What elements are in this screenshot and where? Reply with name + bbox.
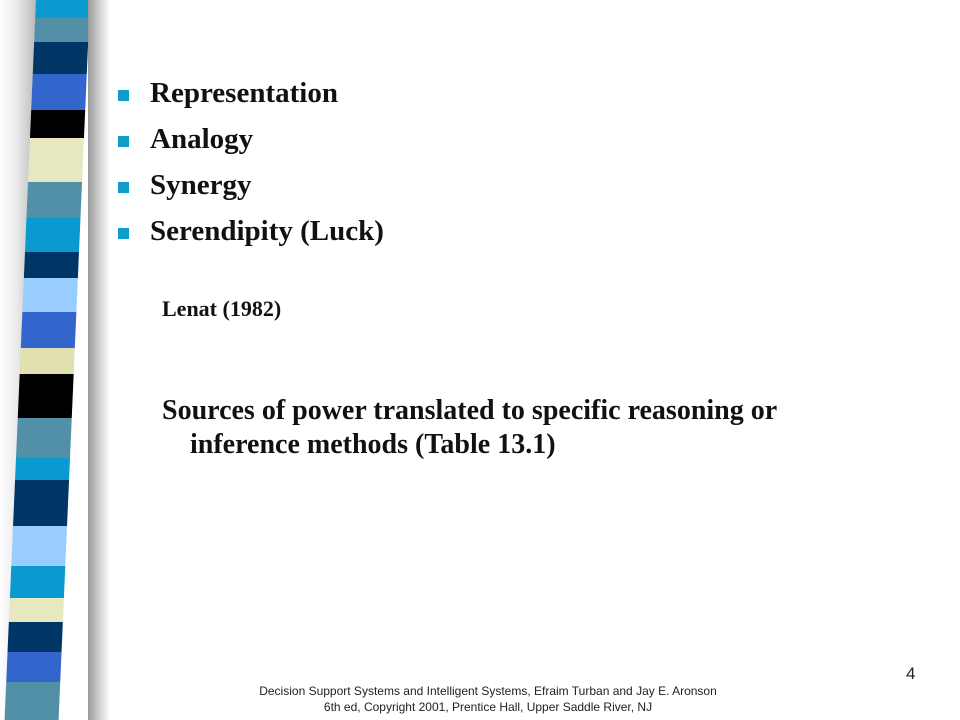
strip-block — [21, 312, 77, 348]
footer — [200, 684, 776, 715]
strip-block — [24, 252, 79, 278]
list-item — [118, 70, 384, 116]
square-bullet-icon — [118, 182, 129, 193]
square-bullet-icon — [118, 90, 129, 101]
strip-block — [18, 374, 74, 418]
strip-block — [11, 526, 67, 566]
strip-block — [10, 566, 65, 598]
strip-block — [16, 418, 72, 458]
strip-block — [30, 110, 85, 138]
list-item — [118, 208, 384, 254]
list-item — [118, 116, 384, 162]
strip-block — [28, 138, 84, 182]
decorative-strip — [0, 0, 110, 720]
sources-paragraph — [162, 394, 922, 461]
bullet-list — [118, 70, 384, 254]
strip-block — [26, 182, 82, 218]
strip-block — [9, 598, 64, 622]
square-bullet-icon — [118, 136, 129, 147]
square-bullet-icon — [118, 228, 129, 239]
bullet-text: Analogy — [150, 122, 254, 155]
footer-line-1: Decision Support Systems and Intelligent Systems, Efraim Turban and Jay E. Aronson — [259, 684, 717, 698]
strip-block — [31, 74, 87, 110]
strip-block — [20, 348, 75, 374]
page-number: 4 — [906, 664, 916, 683]
sources-line-2: inference methods (Table 13.1) — [190, 428, 556, 460]
strip-block — [13, 480, 69, 526]
strip-block — [34, 18, 89, 42]
strip-right-shade — [88, 0, 110, 720]
strip-block — [25, 218, 80, 252]
list-item — [118, 162, 384, 208]
sources-line-1: Sources of power translated to specific reasoning or — [162, 395, 778, 426]
strip-block — [6, 652, 61, 682]
strip-block — [8, 622, 63, 652]
strip-block — [15, 458, 70, 480]
footer-line-2: 6th ed, Copyright 2001, Prentice Hall, Upper Saddle River, NJ — [323, 699, 653, 714]
citation: Lenat (1982) — [162, 296, 282, 321]
bullet-text: Representation — [150, 76, 338, 109]
bullet-text: Serendipity (Luck) — [150, 214, 384, 247]
bullet-text: Synergy — [150, 168, 252, 201]
strip-block — [22, 278, 77, 312]
strip-block — [5, 682, 61, 720]
strip-block — [35, 0, 90, 18]
strip-block — [33, 42, 88, 74]
